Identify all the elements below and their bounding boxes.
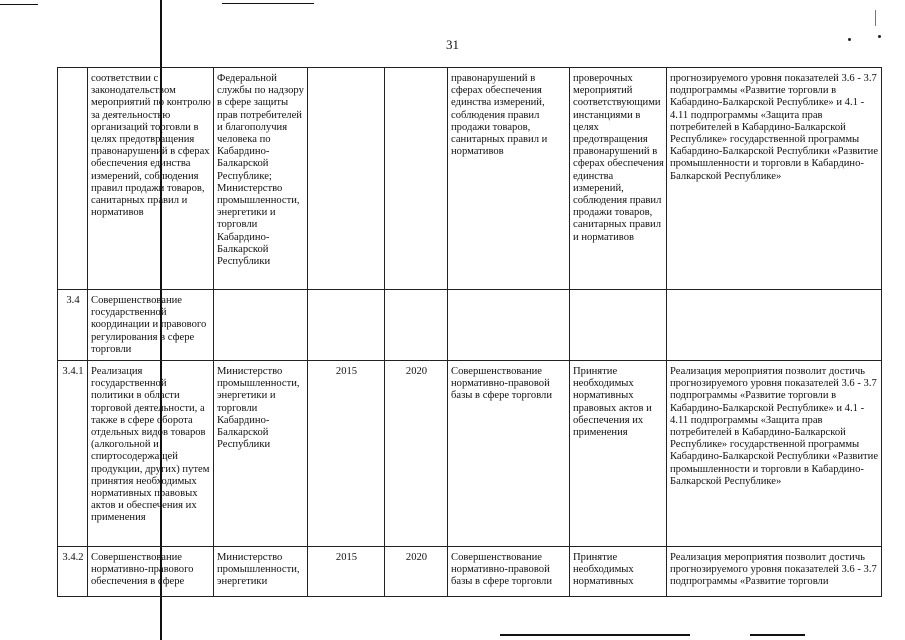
result-cell: Совершенствование нормативно-правовой базы в сфере торговли — [448, 361, 570, 547]
link-cell: Реализация мероприятия позволит достичь прогнозируемого уровня показателей 3.6 - 3.7 подпрограммы «Развитие торговли — [667, 547, 882, 597]
row-number: 3.4.1 — [58, 361, 88, 547]
table-row — [58, 547, 882, 597]
page-number: 31 — [446, 37, 459, 52]
measures-table — [57, 67, 882, 597]
table-row — [58, 68, 882, 290]
consequences-cell: проверочных мероприятий соответствующими инстанциями в целях предотвращения правонарушений в сферах обеспечения единства измерений, соблюдения правил продажи товаров, санитарных правил и нормативов — [570, 68, 667, 290]
result-cell — [448, 290, 570, 361]
scan-artifact-bottom — [500, 634, 690, 636]
scan-artifact-top-mid — [222, 3, 314, 4]
result-cell: Совершенствование нормативно-правовой базы в сфере торговли — [448, 547, 570, 597]
link-cell — [667, 290, 882, 361]
link-cell: Реализация мероприятия позволит достичь прогнозируемого уровня показателей 3.6 - 3.7 подпрограммы «Развитие торговли в Кабардино-Балкарской Республике» и 4.1 - 4.11 подпрограммы «Защита прав потребителей в Кабардино-Балкарской Республике» государственной программы Кабардино-Балкарской Республики «Развитие промышленности и торговли в Кабардино-Балкарской Республике» — [667, 361, 882, 547]
start-year-cell: 2015 — [308, 361, 385, 547]
end-year-cell: 2020 — [385, 547, 448, 597]
consequences-cell: Принятие необходимых нормативных правовых актов и обеспечения их применения — [570, 361, 667, 547]
measure-cell: соответствии с законодательством мероприятий по контролю за деятельностью организаций торговли в целях предотвращения правонарушений в сферах обеспечения единства измерений, соблюдения правил продажи товаров, санитарных правил и нормативов — [88, 68, 214, 290]
measure-cell: Совершенствование нормативно-правового обеспечения в сфере — [88, 547, 214, 597]
result-cell: правонарушений в сферах обеспечения единства измерений, соблюдения правил продажи товаров, санитарных правил и нормативов — [448, 68, 570, 290]
executor-cell — [214, 290, 308, 361]
table-row — [58, 361, 882, 547]
measure-cell: Реализация государственной политики в области торговой деятельности, а также в сфере оборота отдельных видов товаров (алкогольной и спиртосодержащей продукции, других) путем принятия необходимых нормативных правовых актов и обеспечения их применения — [88, 361, 214, 547]
row-number: 3.4.2 — [58, 547, 88, 597]
executor-cell: Министерство промышленности, энергетики — [214, 547, 308, 597]
start-year-cell: 2015 — [308, 547, 385, 597]
consequences-cell: Принятие необходимых нормативных — [570, 547, 667, 597]
scan-artifact-top-right — [875, 10, 876, 26]
link-cell: прогнозируемого уровня показателей 3.6 - 3.7 подпрограммы «Развитие торговли в Кабардино-Балкарской Республике» и 4.1 - 4.11 подпрограммы «Защита прав потребителей в Кабардино-Балкарской Республике» государственной программы Кабардино-Балкарской Республики «Развитие промышленности и торговли в Кабардино-Балкарской Республике» — [667, 68, 882, 290]
executor-cell: Федеральной службы по надзору в сфере защиты прав потребителей и благополучия человека по Кабардино-Балкарской Республике; Министерство промышленности, энергетики и торговли Кабардино-Балкарской Республики — [214, 68, 308, 290]
start-year-cell — [308, 290, 385, 361]
end-year-cell: 2020 — [385, 361, 448, 547]
row-number: 3.4 — [58, 290, 88, 361]
consequences-cell — [570, 290, 667, 361]
start-year-cell — [308, 68, 385, 290]
scan-artifact-bottom-2 — [750, 634, 805, 636]
measure-cell: Совершенствование государственной координации и правового регулирования в сфере торговли — [88, 290, 214, 361]
scan-artifact-top-left — [0, 4, 38, 5]
end-year-cell — [385, 290, 448, 361]
executor-cell: Министерство промышленности, энергетики и торговли Кабардино-Балкарской Республики — [214, 361, 308, 547]
row-number — [58, 68, 88, 290]
end-year-cell — [385, 68, 448, 290]
table-row — [58, 290, 882, 361]
